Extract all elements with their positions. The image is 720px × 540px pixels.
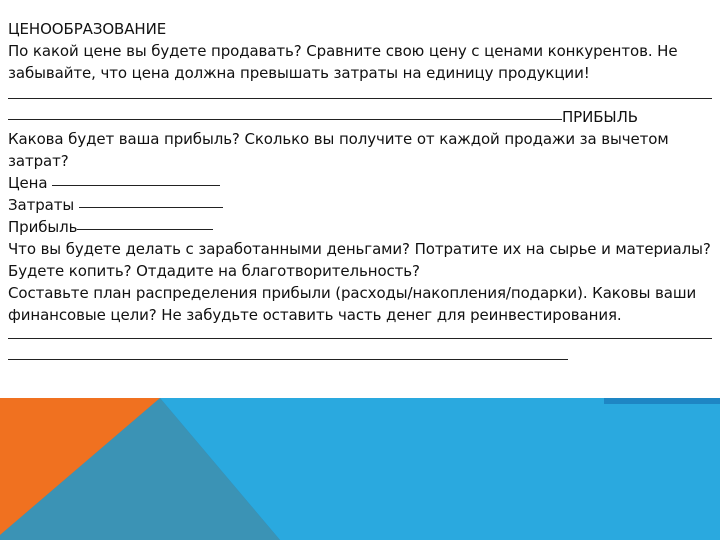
section-heading-profit: ПРИБЫЛЬ bbox=[562, 108, 638, 126]
field-costs-label: Затраты bbox=[8, 196, 75, 214]
paragraph-money-line-2: Будете копить? Отдадите на благотворительность? bbox=[8, 262, 420, 280]
paragraph-pricing-line-1: По какой цене вы будете продавать? Сравните свою цену с ценами конкурентов. Не bbox=[8, 42, 678, 60]
paragraph-profit-line-2: затрат? bbox=[8, 152, 69, 170]
paragraph-profit-line-1: Какова будет ваша прибыль? Сколько вы получите от каждой продажи за вычетом bbox=[8, 130, 669, 148]
paragraph-plan-line-1: Составьте план распределения прибыли (расходы/накопления/подарки). Каковы ваши bbox=[8, 284, 697, 302]
field-price-label: Цена bbox=[8, 174, 48, 192]
field-profit-label: Прибыль bbox=[8, 218, 78, 236]
paragraph-money-line-1: Что вы будете делать с заработанными деньгами? Потратите их на сырье и материалы? bbox=[8, 240, 711, 258]
paragraph-plan-line-2: финансовые цели? Не забудьте оставить часть денег для реинвестирования. bbox=[8, 306, 622, 324]
paragraph-pricing-line-2: забывайте, что цена должна превышать затраты на единицу продукции! bbox=[8, 64, 590, 82]
slide-title: ЦЕНООБРАЗОВАНИЕ bbox=[8, 20, 167, 38]
